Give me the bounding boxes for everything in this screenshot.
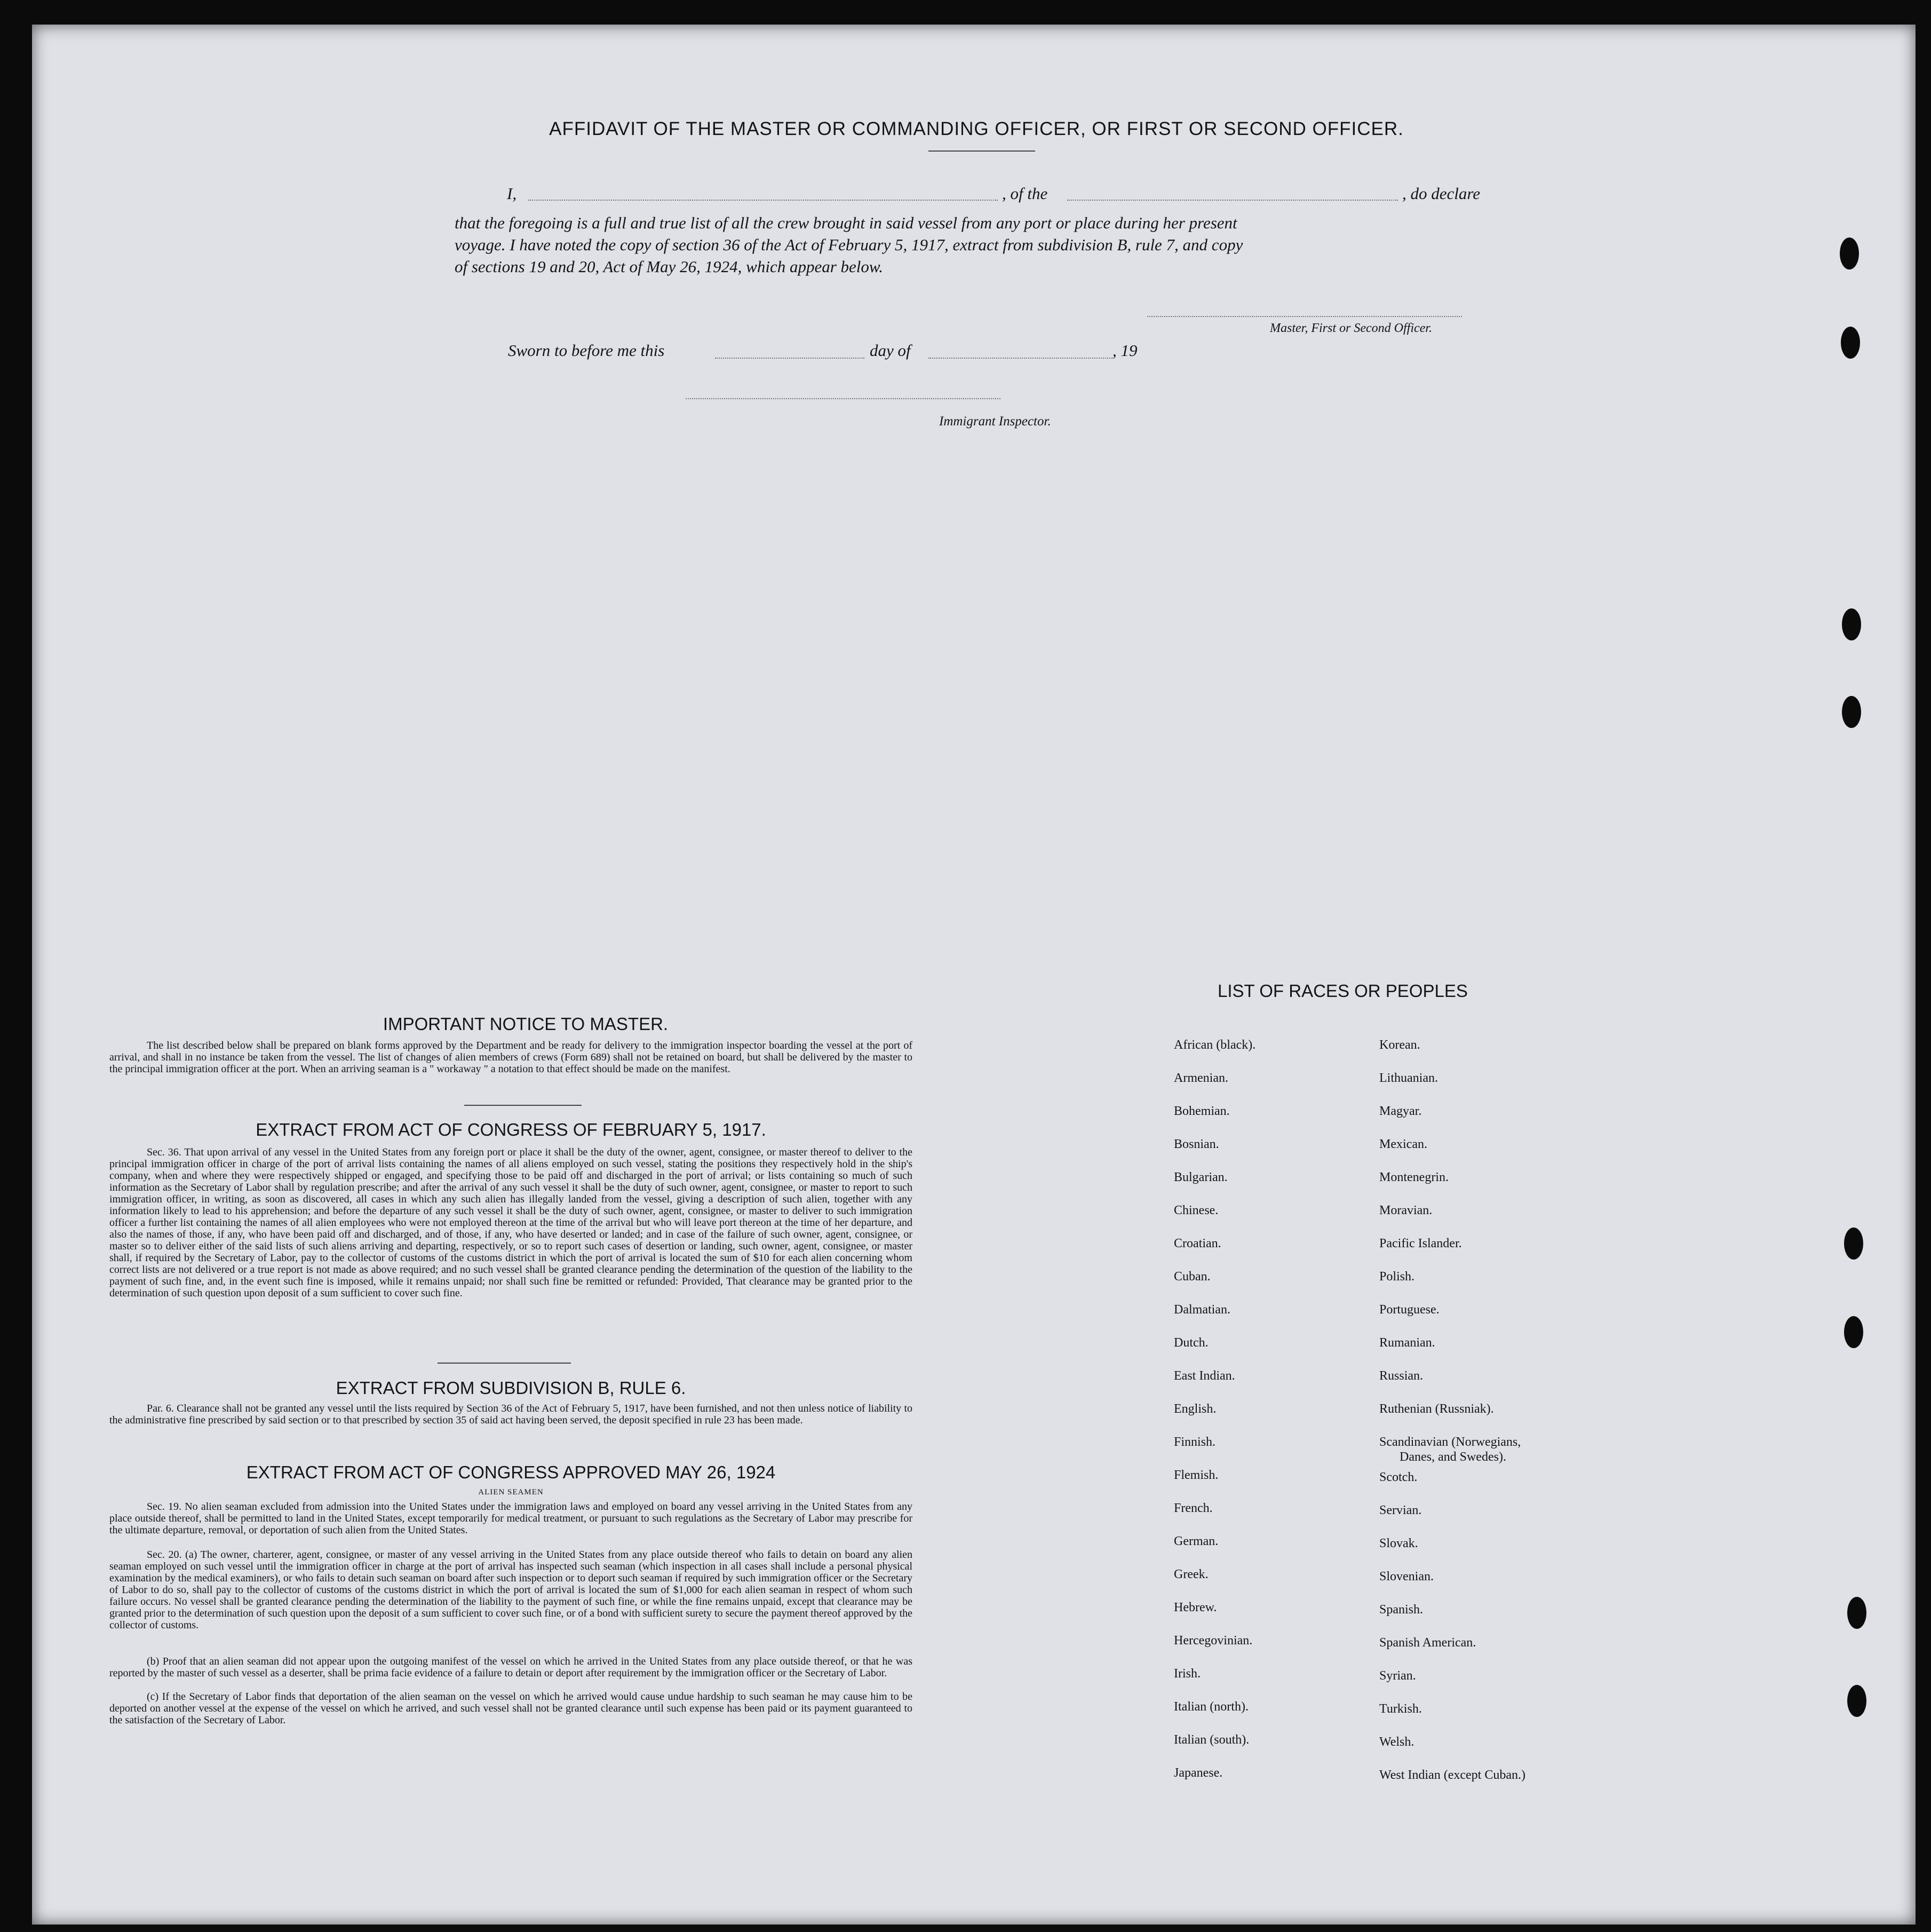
race-item: Hercegovinian. [1174,1634,1253,1648]
name-field[interactable] [528,200,998,201]
race-item: Bohemian. [1174,1104,1230,1118]
vessel-field[interactable] [1067,200,1398,201]
extract-1924-sec20c: (c) If the Secretary of Labor finds that deportation of the alien seaman on the vessel on which he arrived would cause undue hardship to such seaman he may cause him to be deported on another vessel at the expense of the vessel on which he arrived, and such vessel shall not be granted clearance until such expense has been paid or its payment guaranteed to the satisfaction of the Secretary of Labor. [109,1691,912,1726]
race-item: Russian. [1379,1369,1424,1383]
extract-1924-sec20a: Sec. 20. (a) The owner, charterer, agent, consignee, or master of any vessel arriving in the United States from any place outside thereof who fails to detain on board any alien seaman employed on such vessel until the immigration officer in charge at the port of arrival has inspected such seaman (which inspection in all cases shall include a personal physical examination by the medical examiners), or who fails to detain such seaman on board after such inspection or to deport such seaman if required by such immigration officer or the Secretary of Labor to do so, shall pay to the collector of customs of the customs district in which the port of arrival is located the sum of $1,000 for each alien seaman in respect of whom such failure occurs. No vessel shall be granted clearance pending the determination of the liability to the payment of such fine, or while the fine remains unpaid, except that clearance may be granted prior to the determination of such question upon the deposit of a sum sufficient to cover such fine, or of a bond with sufficient surety to secure the payment thereof approved by the collector of customs. [109,1549,912,1631]
declaration-line-1: that the foregoing is a full and true list of all the crew brought in said vessel from any port or place during her present [455,213,1237,232]
race-item: French. [1174,1501,1213,1515]
notice-title: IMPORTANT NOTICE TO MASTER. [383,1014,669,1034]
extract-rule6-title: EXTRACT FROM SUBDIVISION B, RULE 6. [336,1378,686,1398]
punch-hole [1844,1316,1863,1348]
race-item: Syrian. [1379,1669,1416,1683]
race-item: Slovak. [1379,1537,1418,1550]
race-item: Hebrew. [1174,1601,1217,1614]
race-item: Lithuanian. [1379,1071,1438,1085]
race-item: Bosnian. [1174,1137,1219,1151]
master-signature-field[interactable] [1147,316,1462,317]
race-item: Croatian. [1174,1237,1221,1250]
year-prefix: , 19 [1112,341,1138,360]
title-divider [928,151,1035,152]
race-item: Dutch. [1174,1336,1209,1350]
race-item: English. [1174,1402,1217,1416]
i-label: I, [507,184,517,203]
extract-1924-sec19: Sec. 19. No alien seaman excluded from admission into the United States under the immigration laws and employed on board any vessel arriving in the United States from any place outside thereof, shall be permitted to land in the United States, except temporarily for medical treatment, or pursuant to such regulations as the Secretary of Labor may prescribe for the ultimate departure, removal, or deportation of such alien from the United States. [109,1501,912,1536]
affidavit-title: AFFIDAVIT OF THE MASTER OR COMMANDING OFFICER, OR FIRST OR SECOND OFFICER. [549,118,1404,139]
declaration-line-3: of sections 19 and 20, Act of May 26, 1924, which appear below. [455,257,884,276]
notice-body: The list described below shall be prepared on blank forms approved by the Department and be ready for delivery to the immigration inspector boarding the vessel at the port of arrival, and shall in no instance be taken from the vessel. The list of changes of alien members of crews (Form 689) shall not be retained on board, but shall be delivered by the master to the principal immigration officer at the port. When an arriving seaman is a " workaway " a notation to that effect should be made on the manifest. [109,1040,912,1075]
race-item: Slovenian. [1379,1570,1434,1583]
race-item: Scotch. [1379,1470,1418,1484]
race-item: Dalmatian. [1174,1303,1230,1317]
race-item: Montenegrin. [1379,1170,1449,1184]
extract-1917-body: Sec. 36. That upon arrival of any vessel in the United States from any foreign port or place it shall be the duty of the owner, agent, consignee, or master thereof to deliver to the principal immigration officer in charge of the port of arrival lists containing the names of all aliens employed on such vessel, stating the positions they respectively hold in the ship's company, when and where they were respectively shipped or engaged, and specifying those to be paid off and discharged in the port of arrival; or lists containing so much of such information as the Secretary of Labor shall by regulation prescribe; and after the arrival of any such vessel it shall be the duty of such owner, agent, consignee, or master to report to such immigration officer, in writing, as soon as discovered, all cases in which any such alien has illegally landed from the vessel, giving a description of such alien, together with any information likely to lead to his apprehension; and before the departure of any such vessel it shall be the duty of such owner, agent, consignee, or master to deliver to such immigration officer a further list containing the names of all alien employees who were not employed thereon at the time of the arrival but who will leave port thereon at the time of her departure, and also the names of those, if any, who have been paid off and discharged, and of those, if any, who have deserted or landed; and in case of the failure of such owner, agent, consignee, or master so to deliver either of the said lists of such aliens arriving and departing, respectively, or so to report such cases of desertion or landing, such owner, agent, consignee, or master shall, if required by the Secretary of Labor, pay to the collector of customs of the customs district in which the port of arrival is located the sum of $10 for each alien concerning whom correct lists are not delivered or a true report is not made as above required; and no such vessel shall be granted clearance pending the determination of the question of the liability to the payment of such fine, and, in the event such fine is imposed, while it remains unpaid; nor shall such fine be remitted or refunded: Provided, That clearance may be granted prior to the determination of such question upon deposit of a sum sufficient to cover such fine. [109,1146,912,1299]
day-of-label: day of [870,341,911,360]
race-item: Japanese. [1174,1766,1223,1780]
race-item: Flemish. [1174,1468,1219,1482]
race-item-continuation: Danes, and Swedes). [1400,1450,1506,1464]
master-signature-label: Master, First or Second Officer. [1270,321,1432,335]
race-item: Ruthenian (Russniak). [1379,1402,1494,1416]
race-item: Irish. [1174,1667,1201,1681]
extract-1917-title: EXTRACT FROM ACT OF CONGRESS OF FEBRUARY 5, 1917. [256,1120,766,1139]
sworn-month-field[interactable] [928,358,1112,359]
race-item: Italian (south). [1174,1733,1250,1747]
race-item: Moravian. [1379,1203,1433,1217]
inspector-signature-field[interactable] [686,398,1000,399]
divider-2 [438,1363,571,1364]
punch-hole [1847,1685,1866,1717]
punch-hole [1842,608,1861,640]
race-item: Cuban. [1174,1270,1211,1284]
extract-rule6-body: Par. 6. Clearance shall not be granted any vessel until the lists required by Section 36 of the Act of February 5, 1917, have been furnished, and not then unless notice of liability to the administrative fine prescribed by said section or to that prescribed by section 35 of said act having been served, the deposit specified in rule 23 has been made. [109,1403,912,1426]
punch-hole [1847,1597,1866,1629]
race-item: Turkish. [1379,1702,1422,1716]
extract-1924-title: EXTRACT FROM ACT OF CONGRESS APPROVED MAY 26, 1924 [246,1462,776,1482]
punch-hole [1841,327,1860,359]
document-page [32,25,1916,1925]
sworn-day-field[interactable] [715,358,864,359]
race-item: Bulgarian. [1174,1170,1228,1184]
race-item: Magyar. [1379,1104,1422,1118]
race-item: Armenian. [1174,1071,1228,1085]
punch-hole [1842,696,1861,728]
divider-1 [464,1105,582,1106]
extract-1924-subtitle: ALIEN SEAMEN [478,1488,544,1496]
race-item: Italian (north). [1174,1700,1249,1714]
race-item: Spanish. [1379,1603,1424,1617]
race-item: West Indian (except Cuban.) [1379,1768,1525,1782]
punch-hole [1840,237,1859,270]
of-the-label: , of the [1002,184,1048,203]
race-item: African (black). [1174,1038,1256,1052]
races-title: LIST OF RACES OR PEOPLES [1218,981,1468,1001]
race-item: Korean. [1379,1038,1420,1052]
inspector-label: Immigrant Inspector. [939,414,1051,429]
race-item: Portuguese. [1379,1303,1440,1317]
race-item: East Indian. [1174,1369,1235,1383]
race-item: Scandinavian (Norwegians, [1379,1435,1521,1449]
race-item: German. [1174,1534,1219,1548]
do-declare-label: , do declare [1402,184,1481,203]
race-item: Welsh. [1379,1735,1415,1749]
declaration-line-2: voyage. I have noted the copy of section 36 of the Act of February 5, 1917, extract from subdivision B, rule 7, and copy [455,235,1243,254]
race-item: Chinese. [1174,1203,1219,1217]
race-item: Greek. [1174,1567,1209,1581]
race-item: Rumanian. [1379,1336,1435,1350]
race-item: Pacific Islander. [1379,1237,1462,1250]
race-item: Polish. [1379,1270,1415,1284]
race-item: Spanish American. [1379,1636,1476,1650]
sworn-label: Sworn to before me this [508,341,665,360]
punch-hole [1844,1228,1863,1260]
race-item: Servian. [1379,1503,1422,1517]
race-item: Finnish. [1174,1435,1216,1449]
extract-1924-sec20b: (b) Proof that an alien seaman did not appear upon the outgoing manifest of the vessel on which he arrived in the United States from any place outside thereof, or that he was reported by the master of such vessel as a deserter, shall be prima facie evidence of a failure to detain or deport after requirement by the immigration officer or the Secretary of Labor. [109,1656,912,1679]
race-item: Mexican. [1379,1137,1427,1151]
